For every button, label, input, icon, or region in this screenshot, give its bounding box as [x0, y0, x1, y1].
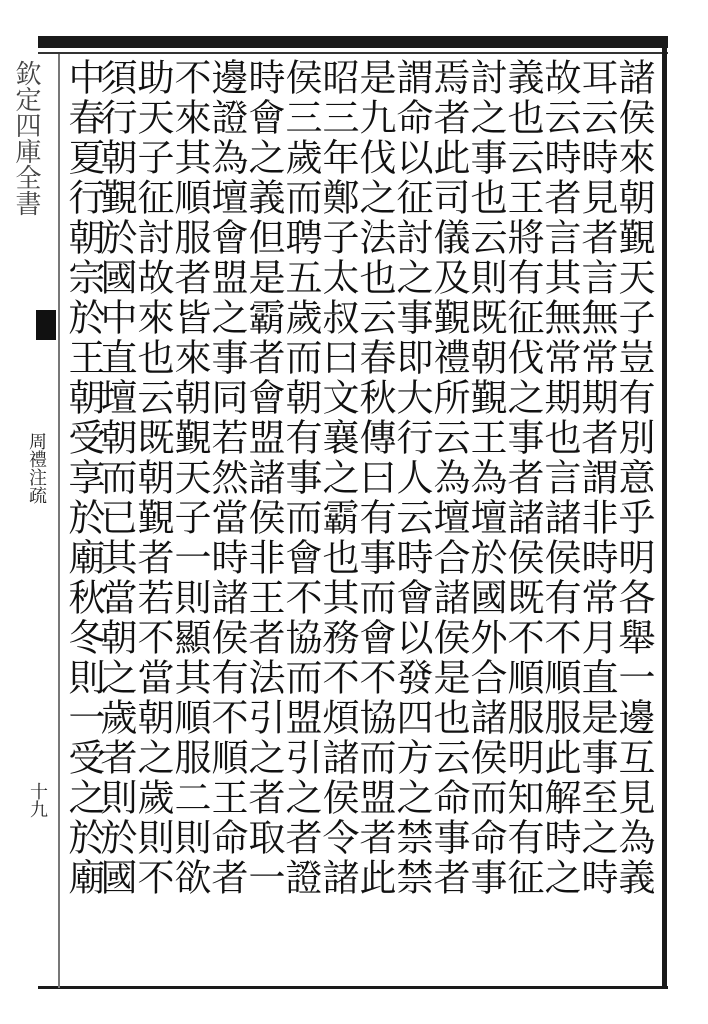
- top-border-inner: [38, 52, 668, 54]
- text-column-12: 邊證為壇會盟之事同若然當時諸侯有不順王命者: [205, 58, 248, 898]
- text-column-8: 是九伐之法也云春秋傳曰有事而會不協而盟者此: [353, 58, 396, 898]
- text-column-3: 故云時者言其無常期也言諸侯有不順服此解時之: [538, 58, 581, 898]
- right-border: [662, 36, 667, 988]
- text-column-14: 助天子征討故來也云既朝覲者若不當朝之歲則不: [131, 58, 174, 898]
- text-column-4: 義也云王將有征伐之事者諸侯既不順服明知有征: [501, 58, 544, 898]
- text-column-10: 侯三歲而聘五歲而朝有事而會不協而盟引之者證: [279, 58, 322, 898]
- top-border: [38, 36, 668, 48]
- margin-book-title: 周禮注疏: [26, 432, 47, 504]
- text-column-9: 昭三年鄭子太叔曰文襄之霸也其務不煩諸侯令諸: [316, 58, 359, 898]
- text-column-7: 謂命以征討之事即大行人云時會以發四方之禁禁: [390, 58, 433, 898]
- text-column-6: 焉者此司儀及覲禮所云為壇合諸侯是也云命事者: [427, 58, 470, 898]
- text-column-2: 耳云時見者言無常期者謂非時常月直是事至之時: [575, 58, 618, 898]
- text-column-5: 討之事也云則既朝覲王為壇於國外合諸侯而命事: [464, 58, 507, 898]
- text-column-1: 諸侯來朝覲天子豈有別意乎明各舉一邊互見為義: [612, 58, 655, 898]
- text-column-11: 時會之義但是霸者會盟諸侯非王者法引之者取一: [242, 58, 285, 898]
- text-column-13: 不來其順服者皆來朝覲天子一則顯其順服二則欲: [168, 58, 211, 898]
- margin-page-number: 十九: [27, 782, 48, 818]
- text-column-16: 中春夏行朝宗於王朝受享於廟秋冬則一受之於廟: [62, 58, 105, 898]
- margin-series-title: 欽定四庫全書: [11, 60, 41, 216]
- bottom-border: [38, 986, 668, 989]
- text-column-15: 須行朝覲於國中直壇朝而已其當朝之歲者則於國: [94, 58, 137, 898]
